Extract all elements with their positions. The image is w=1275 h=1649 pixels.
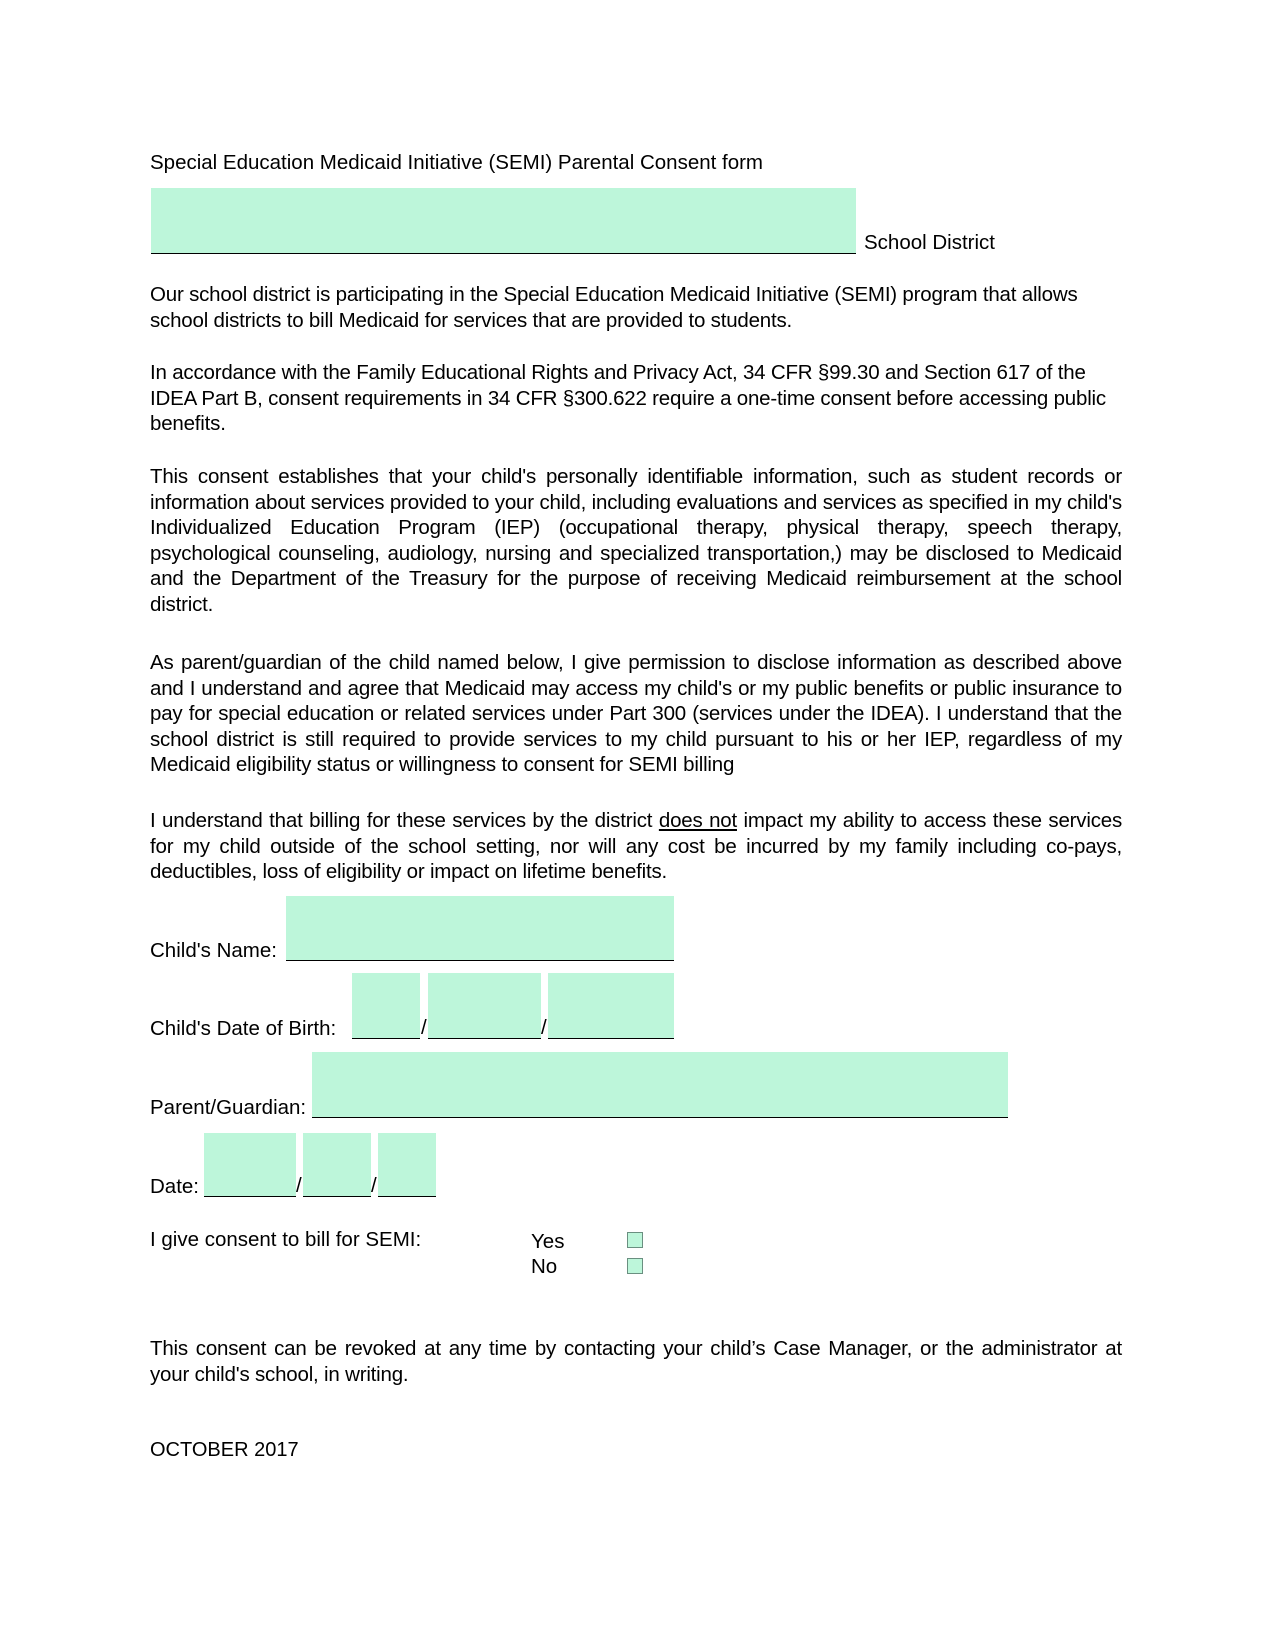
date-separator-2: / bbox=[371, 1174, 377, 1197]
childs-name-input[interactable] bbox=[286, 896, 674, 961]
billing-text-after: impact my ability to access these services for my child outside of the school setting, nor will any cost be incurred by my family including co-pays, deductibles, loss of eligibility or impact on lifetime benefits. bbox=[150, 809, 1123, 883]
dob-month-input[interactable] bbox=[352, 973, 420, 1039]
parent-guardian-underline bbox=[312, 1117, 1008, 1118]
parent-guardian-label: Parent/Guardian: bbox=[150, 1096, 307, 1119]
no-checkbox[interactable] bbox=[627, 1258, 643, 1274]
yes-checkbox[interactable] bbox=[627, 1232, 643, 1248]
consent-details-paragraph: This consent establishes that your child's personally identifiable information, such as student records or information about services provided to your child, including evaluations and services as specified in my child's Individualized Education Program (IEP) (occupational therapy, physical therapy, speech therapy, psychological counseling, audiology, nursing and specialized transportation,) may be disclosed to Medicaid and the Department of the Treasury for the purpose of receiving Medicaid reimbursement at the school district. bbox=[150, 465, 1122, 616]
date-year-underline bbox=[378, 1196, 436, 1197]
form-title: Special Education Medicaid Initiative (SEMI) Parental Consent form bbox=[150, 151, 764, 174]
date-label: Date: bbox=[150, 1175, 199, 1198]
childs-name-underline bbox=[286, 960, 674, 961]
childs-name-label: Child's Name: bbox=[150, 939, 277, 962]
footer-date: OCTOBER 2017 bbox=[150, 1439, 299, 1461]
date-month-input[interactable] bbox=[204, 1133, 296, 1197]
revoke-paragraph: This consent can be revoked at any time by contacting your child’s Case Manager, or the administrator at your child's school, in writing. bbox=[150, 1337, 1122, 1386]
date-day-input[interactable] bbox=[303, 1133, 371, 1197]
school-district-input[interactable] bbox=[151, 188, 856, 254]
billing-impact-paragraph bbox=[150, 808, 1122, 885]
billing-text-before: I understand that billing for these services by the district bbox=[150, 809, 659, 832]
does-not-emphasis: does not bbox=[658, 809, 737, 832]
date-year-input[interactable] bbox=[378, 1133, 436, 1197]
yes-label: Yes bbox=[531, 1230, 565, 1253]
date-separator-1: / bbox=[296, 1174, 302, 1197]
dob-separator-1: / bbox=[421, 1016, 427, 1039]
school-district-label: School District bbox=[864, 231, 996, 254]
intro-paragraph: Our school district is participating in the Special Education Medicaid Initiative (SEMI) program that allows school districts to bill Medicaid for services that are provided to students. bbox=[150, 283, 1078, 332]
ferpa-paragraph: In accordance with the Family Educational Rights and Privacy Act, 34 CFR §99.30 and Section 617 of the IDEA Part B, consent requirements in 34 CFR §300.622 require a one-time consent before accessing public benefits. bbox=[150, 361, 1106, 435]
school-district-underline bbox=[151, 253, 856, 254]
dob-separator-2: / bbox=[541, 1016, 547, 1039]
dob-year-input[interactable] bbox=[548, 973, 674, 1039]
dob-day-underline bbox=[428, 1038, 541, 1039]
permission-paragraph: As parent/guardian of the child named below, I give permission to disclose information as described above and I understand and agree that Medicaid may access my child's or my public benefits or public insurance to pay for special education or related services under Part 300 (services under the IDEA). I understand that the school district is still required to provide services to my child pursuant to his or her IEP, regardless of my Medicaid eligibility status or willingness to consent for SEMI billing bbox=[150, 651, 1122, 776]
dob-year-underline bbox=[548, 1038, 674, 1039]
date-month-underline bbox=[204, 1196, 296, 1197]
dob-label: Child's Date of Birth: bbox=[150, 1017, 337, 1040]
no-label: No bbox=[531, 1255, 558, 1278]
dob-month-underline bbox=[352, 1038, 420, 1039]
dob-day-input[interactable] bbox=[428, 973, 541, 1039]
date-day-underline bbox=[303, 1196, 371, 1197]
parent-guardian-input[interactable] bbox=[312, 1052, 1008, 1118]
consent-label: I give consent to bill for SEMI: bbox=[150, 1228, 422, 1251]
